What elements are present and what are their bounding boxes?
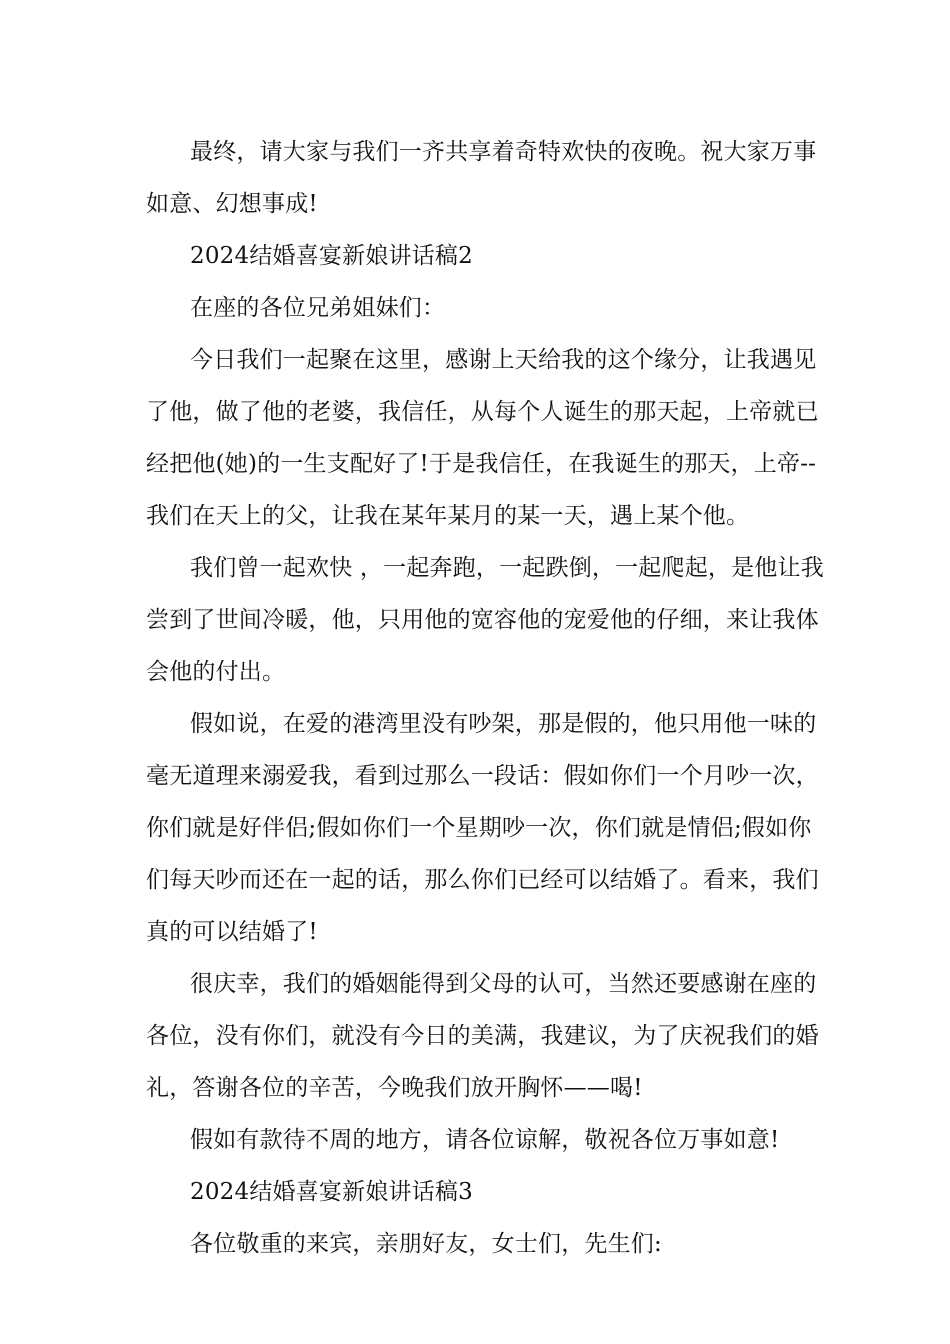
paragraph-line: 今日我们一起聚在这里，感谢上天给我的这个缘分，让我遇见 — [190, 347, 817, 373]
paragraph-line: 各位，没有你们，就没有今日的美满，我建议，为了庆祝我们的婚 — [146, 1023, 819, 1049]
paragraph-line: 假如说，在爱的港湾里没有吵架，那是假的，他只用他一味的 — [190, 711, 817, 737]
paragraph-line: 假如有款待不周的地方，请各位谅解，敬祝各位万事如意! — [190, 1127, 780, 1153]
paragraph-line: 你们就是好伴侣;假如你们一个星期吵一次，你们就是情侣;假如你 — [146, 815, 812, 841]
paragraph-line: 最终，请大家与我们一齐共享着奇特欢快的夜晚。祝大家万事 — [190, 139, 817, 165]
paragraph-line: 如意、幻想事成! — [146, 191, 318, 217]
paragraph-line: 们每天吵而还在一起的话，那么你们已经可以结婚了。看来，我们 — [146, 867, 819, 893]
paragraph-line: 会他的付出。 — [146, 659, 286, 685]
section-heading: 2024结婚喜宴新娘讲话稿2 — [190, 243, 473, 269]
paragraph-line: 我们曾一起欢快 ，一起奔跑，一起跌倒，一起爬起，是他让我 — [190, 555, 824, 581]
paragraph-line: 尝到了世间冷暖，他，只用他的宽容他的宠爱他的仔细，来让我体 — [146, 607, 819, 633]
paragraph-line: 真的可以结婚了! — [146, 919, 318, 945]
salutation-line: 在座的各位兄弟姐妹们： — [190, 295, 446, 321]
paragraph-line: 了他，做了他的老婆，我信任，从每个人诞生的那天起，上帝就已 — [146, 399, 819, 425]
document-body — [146, 126, 824, 1270]
paragraph-line: 经把他(她)的一生支配好了!于是我信任，在我诞生的那天，上帝-- — [146, 451, 817, 477]
paragraph-line: 我们在天上的父，让我在某年某月的某一天，遇上某个他。 — [146, 503, 750, 529]
paragraph-line: 很庆幸，我们的婚姻能得到父母的认可，当然还要感谢在座的 — [190, 971, 817, 997]
section-heading: 2024结婚喜宴新娘讲话稿3 — [190, 1179, 473, 1205]
paragraph-line: 礼，答谢各位的辛苦，今晚我们放开胸怀——喝! — [146, 1075, 643, 1101]
paragraph-line: 毫无道理来溺爱我，看到过那么一段话：假如你们一个月吵一次， — [146, 763, 819, 789]
salutation-line: 各位敬重的来宾，亲朋好友，女士们，先生们: — [190, 1231, 662, 1257]
